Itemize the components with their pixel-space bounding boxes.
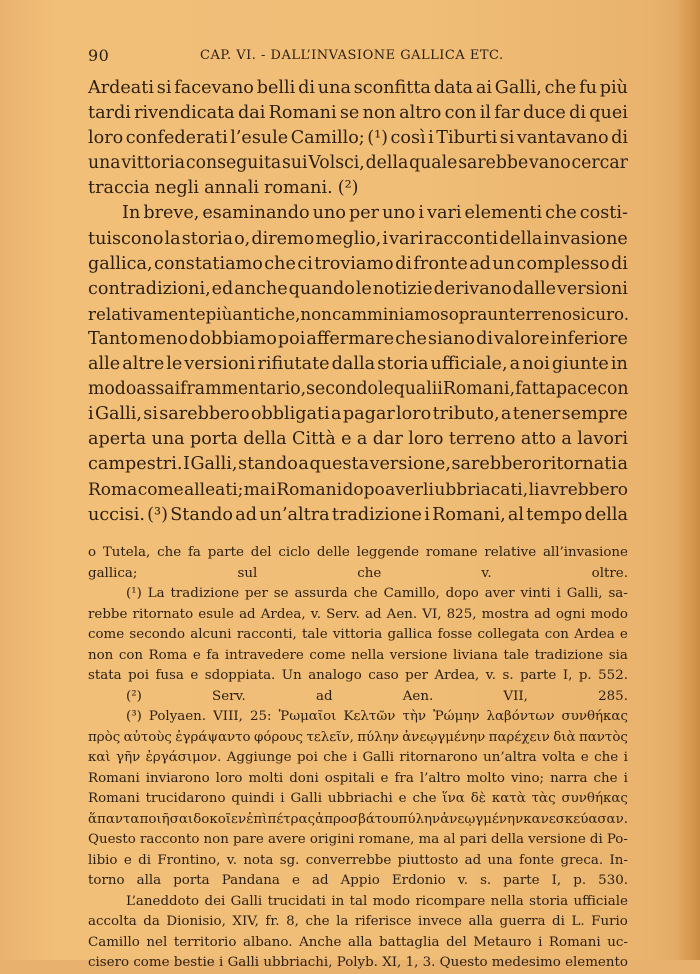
footnotes <box>88 543 628 974</box>
footnote-line: Camillo nel territorio albano. Anche alla battaglia del Metauro i Romani uc- <box>88 934 628 950</box>
footnote-line: stata poi fusa e sdoppiata. Un analogo caso per Ardea, v. s. parte I, p. 552. <box>88 668 628 683</box>
page-edge-shadow <box>678 0 700 960</box>
footnote-line: gallica; sul che v. oltre. <box>88 565 628 581</box>
text-line: i Galli, si sarebbero obbligati a pagar loro tributo, a tener sempre <box>88 404 628 425</box>
text-line: tuiscono la storia o, diremo meglio, i vari racconti della invasione <box>88 228 628 249</box>
footnote-line: accolta da Dionisio, XIV, fr. 8, che la riferisce invece alla guerra di L. Furio <box>88 914 628 929</box>
text-line: campestri. I Galli, stando a questa versione, sarebbero ritornati a <box>88 454 628 475</box>
footnote-line: (¹) La tradizione per se assurda che Camillo, dopo aver vinti i Galli, sa- <box>126 586 628 601</box>
text-line: una vittoria conseguita sui Volsci, della quale sarebbe vano cercar <box>88 153 628 174</box>
text-line: tardi rivendicata dai Romani se non altro con il far duce di quei <box>88 103 628 124</box>
footnote-line: o Tutela, che fa parte del ciclo delle leggende romane relative all’invasione <box>88 545 628 560</box>
text-line: In breve, esaminando uno per uno i vari elementi che costi- <box>122 203 628 224</box>
running-header <box>88 46 628 68</box>
footnote-line: rebbe ritornato esule ad Ardea, v. Serv. ad Aen. VI, 825, mostra ad ogni modo <box>88 606 628 622</box>
text-line: Roma come alleati; ma i Romani dopo averli ubbriacati, li avrebbero <box>88 479 628 500</box>
text-line: relativamente più antiche, non camminiamo sopra un terreno sicuro. <box>88 303 630 324</box>
text-line: traccia negli annali romani. (²) <box>88 178 359 199</box>
text-line: contradizioni, ed anche quando le notizie derivano dalle versioni <box>88 278 628 299</box>
footnote-line: libio e di Frontino, v. nota sg. converrebbe piuttosto ad una fonte greca. In- <box>88 852 628 868</box>
text-line: modo assai frammentario, secondo le quali i Romani, fatta pace con <box>88 379 629 400</box>
page-number: 90 <box>88 46 110 65</box>
text-line: aperta una porta della Città e a dar loro terreno atto a lavori <box>88 429 628 450</box>
main-text <box>88 76 628 528</box>
text-line: alle altre le versioni rifiutate dalla storia ufficiale, a noi giunte in <box>88 354 628 375</box>
footnote-line: καὶ γῆν ἐργάσιμον. Aggiunge poi che i Galli ritornarono un’altra volta e che i <box>88 750 628 765</box>
text-line: Tanto meno dobbiamo poi affermare che siano di valore inferiore <box>88 328 628 349</box>
text-line: uccisi. (³) Stando ad un’altra tradizione i Romani, al tempo della <box>88 504 628 525</box>
footnote-line: Questo racconto non pare avere origini romane, ma al pari della versione di Po- <box>88 832 628 847</box>
footnote-line: ἅπαντα ποιῆσαι δοκοῖεν ἐπὶ πέτρας ἀπροσβάτου πύλην ἀνεῳγμένην κανεσκεύασαν. <box>88 811 628 827</box>
running-title: CAP. VI. - DALL’INVASIONE GALLICA ETC. <box>200 48 504 63</box>
footnote-line: come secondo alcuni racconti, tale vittoria gallica fosse collegata con Ardea e <box>88 627 628 642</box>
footnote-line: torno alla porta Pandana e ad Appio Erdonio v. s. parte I, p. 530. <box>88 873 628 888</box>
footnote-line: non con Roma e fa intravedere come nella versione liviana tale tradizione sia <box>88 647 628 663</box>
footnote-line: (³) Polyaen. VIII, 25: Ῥωμαῖοι Κελτῶν τὴν Ῥώμην λαβόντων συνθήκας <box>126 709 628 724</box>
text-line: loro confederati l’esule Camillo; (¹) così i Tiburti si vantavano di <box>88 128 628 149</box>
footnote-line: Romani inviarono loro molti doni ospitali e fra l’altro molto vino; narra che i <box>88 770 628 786</box>
footnote-line: Romani trucidarono quindi i Galli ubbriachi e che ἵνα δὲ κατὰ τὰς συνθήκας <box>88 791 628 806</box>
footnote-line: L’aneddoto dei Galli trucidati in tal modo ricompare nella storia ufficiale <box>126 893 628 909</box>
footnote-line: cisero come bestie i Galli ubbriachi, Polyb. XI, 1, 3. Questo medesimo elemento <box>88 955 628 970</box>
text-line: gallica, constatiamo che ci troviamo di fronte ad un complesso di <box>88 253 628 274</box>
footnote-line: πρὸς αὐτοὺς ἐγράψαντο φόρους τελεῖν, πύλην ἀνεῳγμένην παρέχειν διὰ παντὸς <box>88 729 628 745</box>
footnote-line: (²) Serv. ad Aen. VII, 285. <box>126 688 628 704</box>
text-line: Ardeati si facevano belli di una sconfitta data ai Galli, che fu più <box>88 78 628 98</box>
